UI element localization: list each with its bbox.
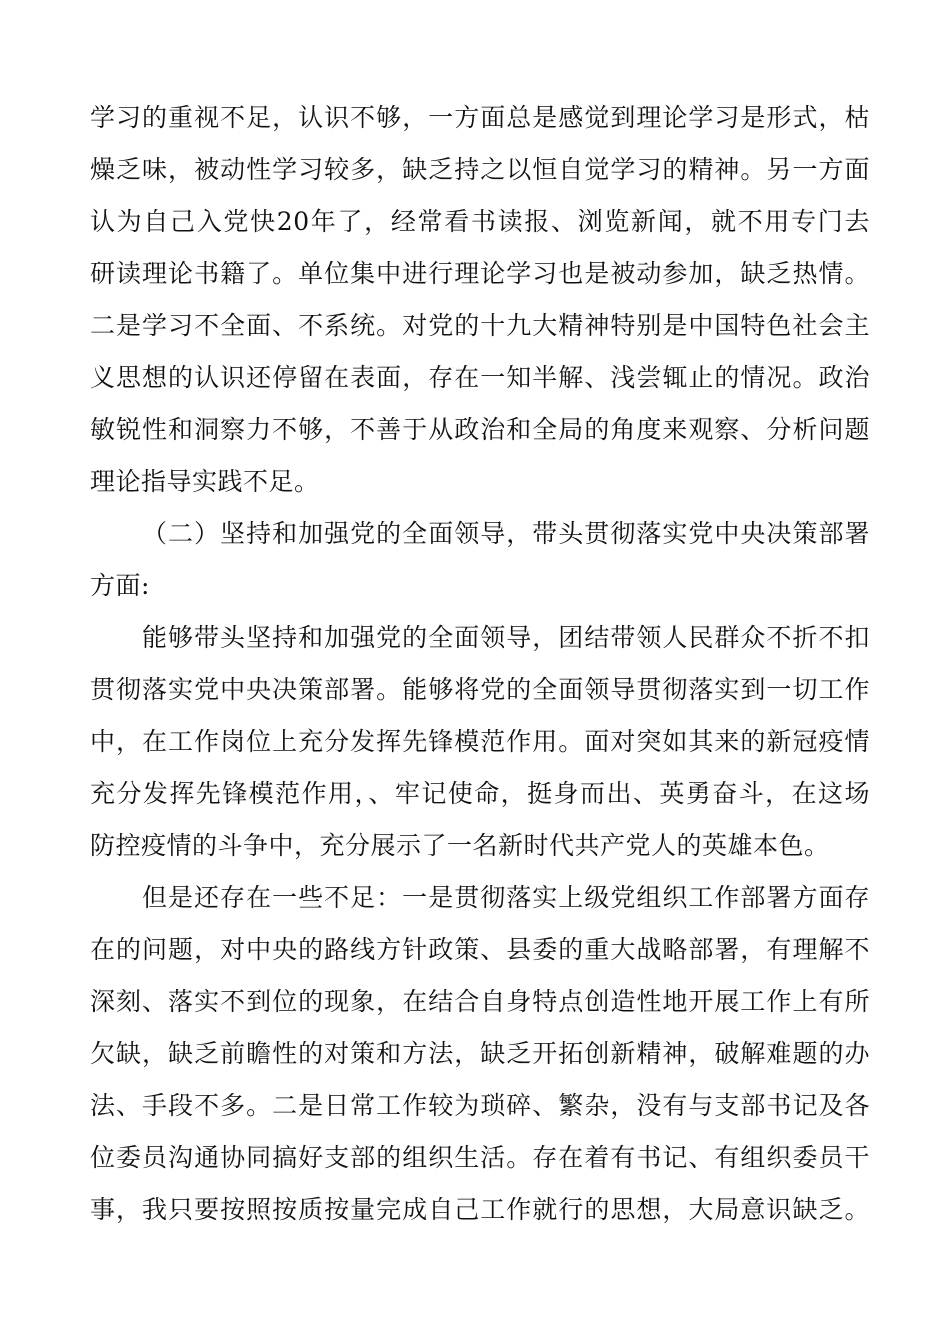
text-line: 在的问题，对中央的路线方针政策、县委的重大战略部署，有理解不 [90, 935, 870, 964]
text-line: 中，在工作岗位上充分发挥先锋模范作用。面对突如其来的新冠疫情 [90, 727, 870, 756]
text-line: 认为自己入党快20年了，经常看书读报、浏览新闻，就不用专门去 [90, 207, 870, 236]
text-line: 充分发挥先锋模范作用，、牢记使命，挺身而出、英勇奋斗，在这场 [90, 779, 870, 808]
text-line: 理论指导实践不足。 [90, 467, 320, 496]
text-line: 深刻、落实不到位的现象，在结合自身特点创造性地开展工作上有所 [90, 987, 870, 1016]
text-line: 但是还存在一些不足：一是贯彻落实上级党组织工作部署方面存 [142, 883, 870, 912]
text-line: 贯彻落实党中央决策部署。能够将党的全面领导贯彻落实到一切工作 [90, 675, 870, 704]
text-line: 防控疫情的斗争中，充分展示了一名新时代共产党人的英雄本色。 [90, 831, 830, 860]
text-line: 事，我只要按照按质按量完成自己工作就行的思想，大局意识缺乏。 [90, 1195, 870, 1224]
text-line: 燥乏味，被动性学习较多，缺乏持之以恒自觉学习的精神。另一方面 [90, 155, 870, 184]
section-heading: （二）坚持和加强党的全面领导，带头贯彻落实党中央决策部署 [142, 519, 870, 548]
section-heading-continuation: 方面: [90, 571, 150, 600]
text-line: 欠缺，缺乏前瞻性的对策和方法，缺乏开拓创新精神，破解难题的办 [90, 1039, 870, 1068]
text-line: 位委员沟通协同搞好支部的组织生活。存在着有书记、有组织委员干 [90, 1143, 870, 1172]
text-line: 二是学习不全面、不系统。对党的十九大精神特别是中国特色社会主 [90, 311, 870, 340]
text-line: 敏锐性和洞察力不够，不善于从政治和全局的角度来观察、分析问题 [90, 415, 870, 444]
text-line: 法、手段不多。二是日常工作较为琐碎、繁杂，没有与支部书记及各 [90, 1091, 870, 1120]
text-line: 学习的重视不足，认识不够，一方面总是感觉到理论学习是形式，枯 [90, 103, 870, 132]
text-line: 义思想的认识还停留在表面，存在一知半解、浅尝辄止的情况。政治 [90, 363, 870, 392]
text-line: 能够带头坚持和加强党的全面领导，团结带领人民群众不折不扣 [142, 623, 870, 652]
text-line: 研读理论书籍了。单位集中进行理论学习也是被动参加，缺乏热情。 [90, 259, 870, 288]
document-body [90, 92, 870, 1236]
